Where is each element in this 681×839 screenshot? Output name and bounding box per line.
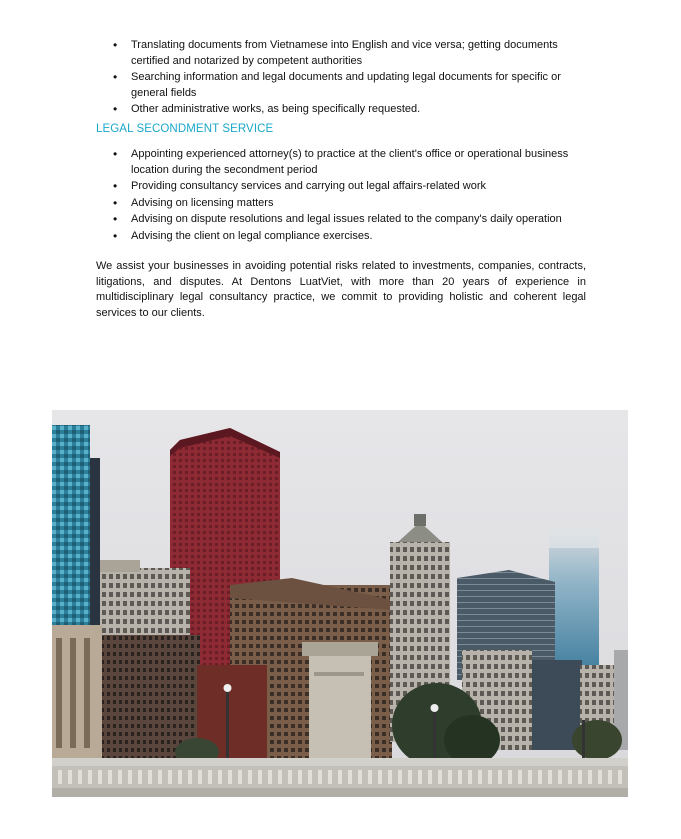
list-item: • Advising on dispute resolutions and legal issues related to the company's daily operation [113,212,593,228]
secondment-list [113,147,593,244]
list-item: • Translating documents from Vietnamese into English and vice versa; getting documents certified and notarized by competent authorities [113,38,593,69]
closing-paragraph: We assist your businesses in avoiding potential risks related to investments, companies, contracts, litigations, and disputes. At Dentons LuatViet, with more than 20 years of experience in multidisciplinary legal consultancy practice, we commit to providing holistic and coherent legal services to our clients. [96,260,586,319]
list-item: • Providing consultancy services and carrying out legal affairs-related work [113,179,593,195]
section-heading-legal-secondment: LEGAL SECONDMENT SERVICE [96,123,274,135]
list-item: • Advising on licensing matters [113,196,593,212]
list-item: • Searching information and legal documents and updating legal documents for specific or general fields [113,70,593,101]
services-list [113,38,593,118]
list-item: • Advising the client on legal compliance exercises. [113,229,593,245]
skyline-illustration [52,410,628,797]
list-item: • Appointing experienced attorney(s) to practice at the client's office or operational business location during the secondment period [113,147,593,178]
city-skyline-photo [52,410,628,797]
list-item: • Other administrative works, as being specifically requested. [113,102,593,118]
